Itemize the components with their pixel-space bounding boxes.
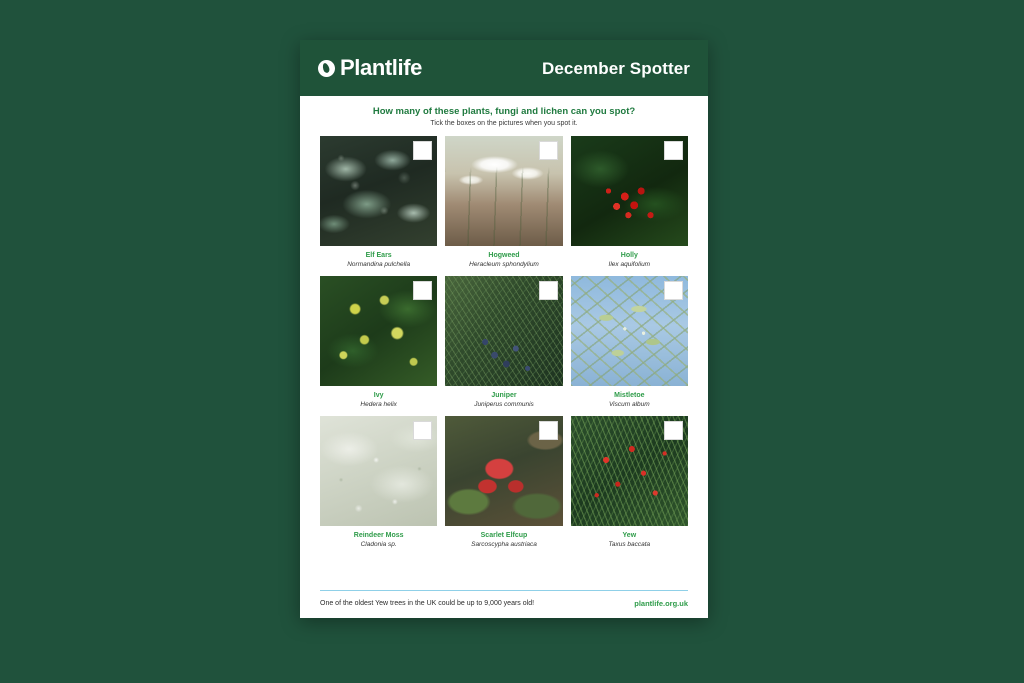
species-name: Elf Ears bbox=[365, 252, 392, 259]
sheet-body bbox=[300, 96, 708, 618]
species-photo bbox=[571, 136, 688, 246]
species-photo bbox=[320, 416, 437, 526]
species-card bbox=[571, 136, 688, 268]
species-name: Ivy bbox=[373, 392, 384, 399]
footer-url[interactable]: plantlife.org.uk bbox=[634, 599, 688, 608]
tick-checkbox[interactable] bbox=[539, 421, 558, 440]
spotter-sheet bbox=[300, 40, 708, 618]
species-latin-name: Heracleum sphondylium bbox=[469, 261, 539, 268]
species-card bbox=[571, 276, 688, 408]
page-title: December Spotter bbox=[541, 58, 690, 78]
species-latin-name: Sarcoscypha austriaca bbox=[471, 541, 537, 548]
intro-block bbox=[320, 106, 688, 127]
species-photo bbox=[320, 276, 437, 386]
brand-name: Plantlife bbox=[340, 55, 422, 80]
tick-checkbox[interactable] bbox=[413, 281, 432, 300]
species-photo bbox=[445, 276, 562, 386]
tick-checkbox[interactable] bbox=[539, 141, 558, 160]
species-photo bbox=[445, 416, 562, 526]
species-name: Juniper bbox=[491, 392, 517, 399]
species-name: Scarlet Elfcup bbox=[480, 532, 528, 539]
species-card bbox=[445, 276, 562, 408]
species-latin-name: Hedera helix bbox=[360, 401, 397, 408]
species-name: Holly bbox=[620, 252, 638, 259]
footer-fact: One of the oldest Yew trees in the UK could be up to 9,000 years old! bbox=[320, 600, 535, 607]
species-card bbox=[445, 136, 562, 268]
species-photo bbox=[445, 136, 562, 246]
species-name: Hogweed bbox=[488, 252, 520, 259]
species-name: Reindeer Moss bbox=[353, 532, 404, 539]
sheet-footer bbox=[320, 590, 688, 618]
species-card bbox=[445, 416, 562, 548]
species-card bbox=[571, 416, 688, 548]
species-card bbox=[320, 416, 437, 548]
species-name: Yew bbox=[622, 532, 637, 539]
species-photo bbox=[571, 416, 688, 526]
species-card bbox=[320, 136, 437, 268]
species-photo bbox=[320, 136, 437, 246]
tick-checkbox[interactable] bbox=[413, 141, 432, 160]
intro-subheading: Tick the boxes on the pictures when you spot it. bbox=[430, 120, 578, 127]
species-latin-name: Taxus baccata bbox=[608, 541, 651, 548]
species-grid bbox=[320, 136, 688, 548]
species-latin-name: Juniperus communis bbox=[474, 401, 534, 408]
tick-checkbox[interactable] bbox=[664, 141, 683, 160]
species-latin-name: Viscum album bbox=[608, 401, 650, 408]
sheet-header bbox=[300, 40, 708, 96]
species-name: Mistletoe bbox=[614, 392, 645, 399]
species-photo bbox=[571, 276, 688, 386]
tick-checkbox[interactable] bbox=[664, 281, 683, 300]
tick-checkbox[interactable] bbox=[539, 281, 558, 300]
leaf-circle-icon bbox=[318, 60, 335, 77]
species-latin-name: Normandina pulchella bbox=[347, 261, 411, 268]
species-latin-name: Cladonia sp. bbox=[360, 541, 397, 548]
species-latin-name: Ilex aquifolium bbox=[608, 261, 651, 268]
species-card bbox=[320, 276, 437, 408]
intro-heading: How many of these plants, fungi and lichen can you spot? bbox=[372, 106, 636, 117]
brand-logo bbox=[318, 57, 422, 79]
tick-checkbox[interactable] bbox=[664, 421, 683, 440]
tick-checkbox[interactable] bbox=[413, 421, 432, 440]
